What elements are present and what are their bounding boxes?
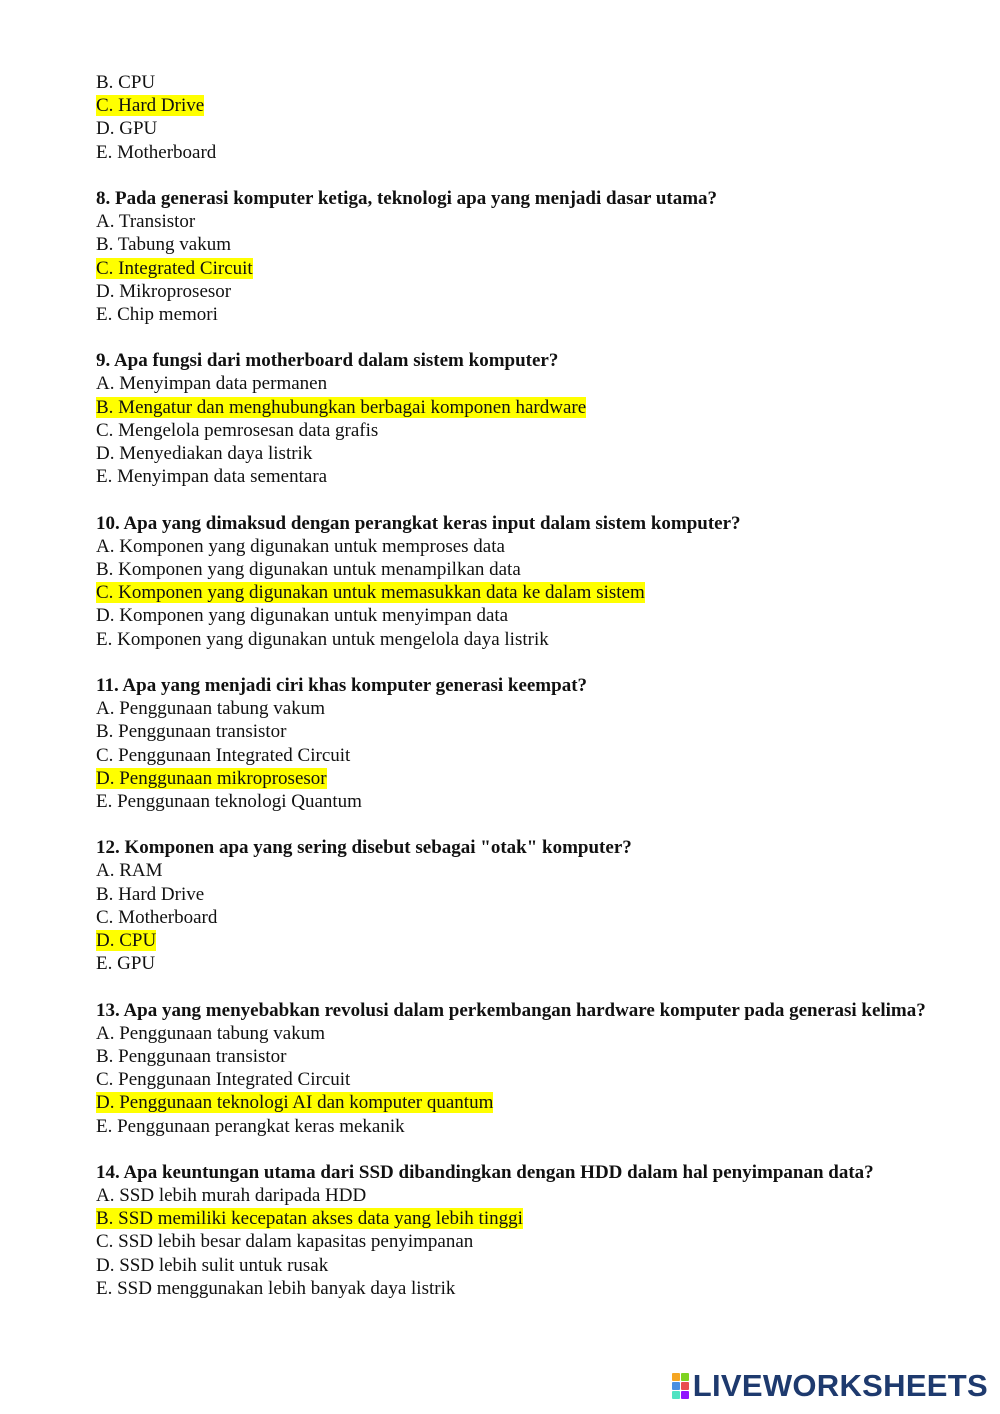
worksheet-page xyxy=(96,71,956,1300)
option-text: A. SSD lebih murah daripada HDD xyxy=(96,1185,367,1207)
question-text: 14. Apa keuntungan utama dari SSD dibandingkan dengan HDD dalam hal penyimpanan data? xyxy=(96,1161,874,1183)
option-line xyxy=(96,558,956,581)
option-text: E. Komponen yang digunakan untuk mengelola daya listrik xyxy=(96,628,549,650)
option-line xyxy=(96,117,956,140)
option-line xyxy=(96,71,956,94)
correct-option-text: D. CPU xyxy=(96,930,157,952)
option-text: B. Penggunaan transistor xyxy=(96,1045,287,1067)
option-text: E. Motherboard xyxy=(96,141,217,163)
option-text: B. Komponen yang digunakan untuk menampilkan data xyxy=(96,558,521,580)
option-line xyxy=(96,1045,956,1068)
option-line xyxy=(96,233,956,256)
option-text: B. Tabung vakum xyxy=(96,234,232,256)
question-text: 13. Apa yang menyebabkan revolusi dalam perkembangan hardware komputer pada generasi kelima? xyxy=(96,999,926,1021)
top-options xyxy=(96,71,956,164)
option-line xyxy=(96,1230,956,1253)
option-line xyxy=(96,141,956,164)
option-line xyxy=(96,744,956,767)
question-9 xyxy=(96,349,956,488)
option-text: E. Penggunaan teknologi Quantum xyxy=(96,790,362,812)
option-text: C. SSD lebih besar dalam kapasitas penyimpanan xyxy=(96,1231,474,1253)
correct-option-text: B. SSD memiliki kecepatan akses data yang lebih tinggi xyxy=(96,1208,523,1230)
option-line xyxy=(96,1091,956,1114)
option-line xyxy=(96,303,956,326)
option-line xyxy=(96,628,956,651)
option-text: A. Transistor xyxy=(96,211,196,233)
option-text: E. Penggunaan perangkat keras mekanik xyxy=(96,1115,405,1137)
liveworksheets-logo[interactable] xyxy=(672,1368,988,1404)
question-12 xyxy=(96,836,956,975)
question-14 xyxy=(96,1161,956,1300)
option-text: C. Motherboard xyxy=(96,906,218,928)
option-line xyxy=(96,790,956,813)
option-line xyxy=(96,535,956,558)
option-line xyxy=(96,929,956,952)
option-line xyxy=(96,1184,956,1207)
option-line xyxy=(96,1115,956,1138)
option-text: A. Menyimpan data permanen xyxy=(96,373,328,395)
option-text: C. Penggunaan Integrated Circuit xyxy=(96,744,351,766)
option-line xyxy=(96,906,956,929)
question-8 xyxy=(96,187,956,326)
option-text: D. Menyediakan daya listrik xyxy=(96,443,313,465)
option-line xyxy=(96,1068,956,1091)
option-line xyxy=(96,720,956,743)
correct-option-text: D. Penggunaan mikroprosesor xyxy=(96,767,327,789)
option-line xyxy=(96,1277,956,1300)
option-line xyxy=(96,280,956,303)
logo-text: LIVEWORKSHEETS xyxy=(692,1368,988,1403)
option-line xyxy=(96,697,956,720)
option-text: E. Chip memori xyxy=(96,303,218,325)
liveworksheets-logo-icon xyxy=(672,1373,689,1399)
option-line xyxy=(96,581,956,604)
option-line xyxy=(96,883,956,906)
option-line xyxy=(96,257,956,280)
option-text: B. CPU xyxy=(96,72,156,93)
option-line xyxy=(96,94,956,117)
option-text: D. Komponen yang digunakan untuk menyimpan data xyxy=(96,605,509,627)
option-text: D. SSD lebih sulit untuk rusak xyxy=(96,1254,329,1276)
option-line xyxy=(96,372,956,395)
question-11 xyxy=(96,674,956,813)
option-text: B. Hard Drive xyxy=(96,883,205,905)
option-line xyxy=(96,465,956,488)
option-line xyxy=(96,767,956,790)
option-line xyxy=(96,859,956,882)
option-line xyxy=(96,419,956,442)
correct-option-text: B. Mengatur dan menghubungkan berbagai komponen hardware xyxy=(96,396,587,418)
option-line xyxy=(96,1207,956,1230)
option-line xyxy=(96,1254,956,1277)
option-text: D. Mikroprosesor xyxy=(96,280,232,302)
question-text: 8. Pada generasi komputer ketiga, teknologi apa yang menjadi dasar utama? xyxy=(96,187,718,209)
question-10 xyxy=(96,512,956,651)
option-line xyxy=(96,604,956,627)
question-text: 12. Komponen apa yang sering disebut sebagai "otak" komputer? xyxy=(96,837,632,859)
option-line xyxy=(96,210,956,233)
option-text: E. Menyimpan data sementara xyxy=(96,466,328,488)
correct-option-text: C. Hard Drive xyxy=(96,95,205,117)
option-text: A. Penggunaan tabung vakum xyxy=(96,698,326,720)
option-line xyxy=(96,1022,956,1045)
question-13 xyxy=(96,999,956,1138)
option-text: B. Penggunaan transistor xyxy=(96,721,287,743)
option-text: A. RAM xyxy=(96,860,163,882)
correct-option-text: C. Integrated Circuit xyxy=(96,257,253,279)
question-text: 9. Apa fungsi dari motherboard dalam sistem komputer? xyxy=(96,350,559,372)
option-line xyxy=(96,952,956,975)
option-text: A. Komponen yang digunakan untuk memproses data xyxy=(96,535,505,557)
question-text: 10. Apa yang dimaksud dengan perangkat keras input dalam sistem komputer? xyxy=(96,512,741,534)
correct-option-text: D. Penggunaan teknologi AI dan komputer quantum xyxy=(96,1092,494,1114)
option-text: A. Penggunaan tabung vakum xyxy=(96,1022,326,1044)
correct-option-text: C. Komponen yang digunakan untuk memasukkan data ke dalam sistem xyxy=(96,582,645,604)
option-text: E. GPU xyxy=(96,953,156,975)
option-text: C. Penggunaan Integrated Circuit xyxy=(96,1069,351,1091)
option-text: D. GPU xyxy=(96,118,158,140)
option-line xyxy=(96,396,956,419)
option-text: E. SSD menggunakan lebih banyak daya listrik xyxy=(96,1277,456,1299)
question-text: 11. Apa yang menjadi ciri khas komputer generasi keempat? xyxy=(96,674,588,696)
option-line xyxy=(96,442,956,465)
option-text: C. Mengelola pemrosesan data grafis xyxy=(96,419,379,441)
